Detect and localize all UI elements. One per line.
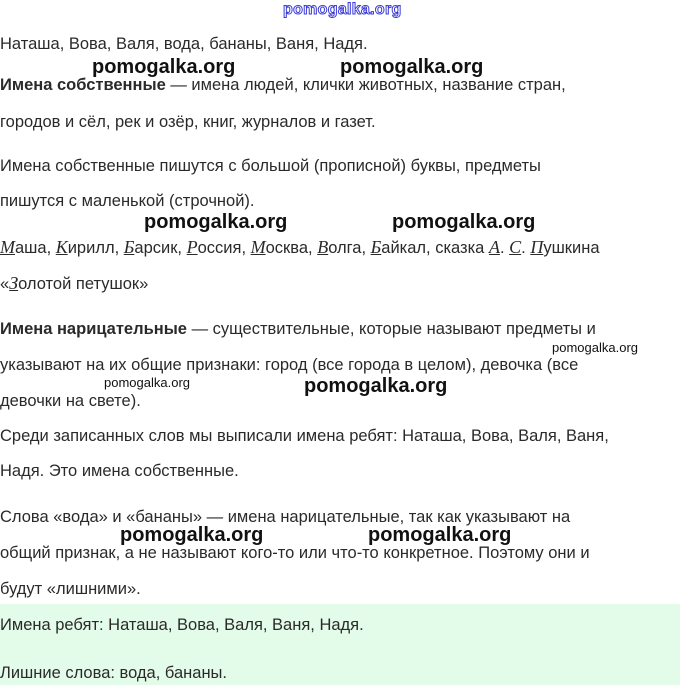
- extra-words-explanation-line-1: Слова «вода» и «бананы» — имена нарицательные, так как указывают на: [0, 508, 571, 526]
- example-text: ушкина: [543, 239, 600, 257]
- example-text: .: [521, 239, 531, 257]
- example-text: олга,: [328, 239, 371, 257]
- names-explanation-line-2: Надя. Это имена собственные.: [0, 462, 239, 480]
- proper-nouns-definition-line-2: городов и сёл, рек и озёр, книг, журналов и газет.: [0, 113, 376, 131]
- watermark: pomogalka.org: [104, 375, 190, 390]
- example-text: .: [499, 239, 510, 257]
- capital-letter: А: [488, 237, 500, 257]
- example-text: оссия,: [197, 239, 251, 257]
- capital-letter: К: [55, 237, 68, 257]
- proper-nouns-term: Имена собственные: [0, 76, 166, 94]
- example-text: олотой петушок»: [18, 275, 149, 293]
- common-nouns-definition-line-2: указывают на их общие признаки: город (все города в целом), девочка (все: [0, 356, 579, 374]
- common-nouns-term: Имена нарицательные: [0, 320, 187, 338]
- example-text: «: [0, 275, 10, 293]
- capital-letter: П: [530, 237, 544, 257]
- common-nouns-definition-line-1: [0, 318, 596, 340]
- capital-letter: Б: [123, 237, 135, 257]
- watermark: pomogalka.org: [392, 211, 536, 233]
- examples-line-1: [0, 236, 600, 259]
- common-nouns-definition-line-3: девочки на свете).: [0, 392, 141, 410]
- example-text: арсик,: [134, 239, 187, 257]
- watermark: pomogalka.org: [368, 524, 512, 546]
- capital-letter: М: [250, 237, 266, 257]
- capital-letter: М: [0, 237, 15, 257]
- example-text: айкал, сказка: [381, 239, 489, 257]
- watermark-top: pomogalka.org: [283, 1, 402, 18]
- proper-nouns-definition-text: — имена людей, клички животных, название стран,: [165, 76, 566, 94]
- names-explanation-line-1: Среди записанных слов мы выписали имена ребят: Наташа, Вова, Валя, Ваня,: [0, 427, 609, 445]
- watermark: pomogalka.org: [144, 211, 288, 233]
- answer-extra-words-line: Лишние слова: вода, бананы.: [0, 664, 227, 682]
- watermark: pomogalka.org: [304, 375, 448, 397]
- capital-letter: Р: [186, 237, 198, 257]
- extra-words-explanation-line-2: общий признак, а не называют кого-то или что-то конкретное. Поэтому они и: [0, 544, 590, 562]
- watermark: pomogalka.org: [340, 56, 484, 78]
- task-words-line: Наташа, Вова, Валя, вода, бананы, Ваня, Надя.: [0, 35, 368, 53]
- example-text: ирилл,: [67, 239, 124, 257]
- example-text: осква,: [265, 239, 318, 257]
- watermark: pomogalka.org: [120, 524, 264, 546]
- capitalization-rule-line-1: Имена собственные пишутся с большой (прописной) буквы, предметы: [0, 157, 541, 175]
- capital-letter: В: [317, 237, 329, 257]
- capital-letter: Б: [370, 237, 382, 257]
- common-nouns-definition-text: — существительные, которые называют предметы и: [186, 320, 596, 338]
- example-text: аша,: [15, 239, 56, 257]
- watermark: pomogalka.org: [92, 56, 236, 78]
- capital-letter: З: [9, 273, 19, 293]
- capitalization-rule-line-2: пишутся с маленькой (строчной).: [0, 192, 255, 210]
- watermark: pomogalka.org: [552, 340, 638, 355]
- capital-letter: С: [509, 237, 522, 257]
- answer-names-line: Имена ребят: Наташа, Вова, Валя, Ваня, Надя.: [0, 616, 364, 634]
- extra-words-explanation-line-3: будут «лишними».: [0, 580, 141, 598]
- examples-line-2: [0, 272, 148, 295]
